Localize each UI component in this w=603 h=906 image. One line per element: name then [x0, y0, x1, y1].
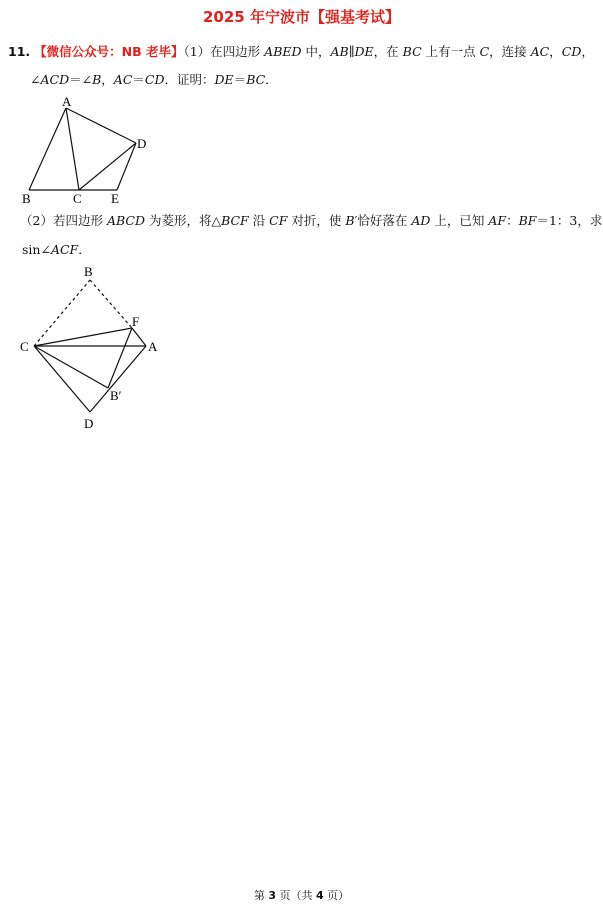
p2-text: ．: [78, 242, 91, 257]
p1-text: ．: [265, 72, 278, 87]
fig1-label-b: B: [22, 191, 31, 206]
p1-seg-ac: AC: [530, 44, 550, 59]
p2-text: 上，已知: [430, 213, 489, 228]
problem-part2-line-2: [22, 242, 91, 258]
p1-text: ，: [581, 44, 594, 59]
fig2-label-bprime: B′: [110, 388, 122, 403]
p1-parallel: AB∥DE: [330, 44, 374, 59]
p2-text: ：: [506, 213, 519, 228]
footer-text: 第: [253, 889, 269, 902]
p1-text: 上有一点: [421, 44, 480, 59]
page-header-title: 2025 年宁波市【强基考试】: [203, 8, 400, 26]
fig2-label-b: B: [84, 264, 93, 279]
p2-text: （2）若四边形: [20, 213, 107, 228]
footer-page-number: 3: [268, 889, 276, 902]
p2-seg-af: AF: [488, 213, 507, 228]
figure-2-rhombus: [14, 260, 174, 435]
fig1-label-a: A: [62, 94, 72, 109]
p1-quad: ABED: [264, 44, 302, 59]
p2-text: 对折，使: [287, 213, 346, 228]
p1-seg-bc: BC: [246, 72, 266, 87]
page-footer: [0, 887, 603, 903]
p2-quad: ABCD: [106, 213, 145, 228]
p1-text: ＝: [132, 72, 145, 87]
fig1-label-d: D: [137, 136, 147, 151]
p1-seg-cd: CD: [144, 72, 165, 87]
footer-total-pages: 4: [316, 889, 324, 902]
p1-text: ．证明：: [164, 72, 215, 87]
p2-text: ＝1：3，求: [536, 213, 603, 228]
problem-line-1: [8, 44, 594, 60]
footer-text: 页（共: [276, 889, 316, 902]
p2-seg-bf: BF: [518, 213, 537, 228]
p2-point-bprime: B′: [345, 213, 358, 228]
p2-text: 为菱形，将△: [144, 213, 222, 228]
p1-seg-cd: CD: [561, 44, 582, 59]
p2-angle-acf: ACF: [50, 242, 79, 257]
p1-angle-acd: ∠ACD: [30, 72, 70, 87]
p1-text: （1）在四边形: [183, 44, 265, 59]
p2-text: sin∠: [22, 242, 51, 257]
p1-text: ，: [549, 44, 562, 59]
problem-line-2: [30, 72, 278, 88]
p2-seg-ad: AD: [411, 213, 431, 228]
p1-seg-de: DE: [214, 72, 234, 87]
p1-angle-b: ∠B: [81, 72, 102, 87]
source-tag: 【微信公众号：NB 老毕】: [34, 44, 184, 59]
fig2-label-f: F: [132, 314, 140, 329]
p1-text: ，在: [373, 44, 403, 59]
p2-text: 沿: [248, 213, 270, 228]
p1-text: ＝: [233, 72, 247, 87]
question-number: 11.: [8, 44, 31, 59]
fig2-label-a: A: [148, 339, 158, 354]
p1-text: ，: [101, 72, 114, 87]
p1-point-c: C: [479, 44, 490, 59]
fig2-label-c: C: [20, 339, 29, 354]
footer-text: 页）: [323, 889, 350, 902]
p1-text: ，连接: [489, 44, 531, 59]
problem-part2-line-1: [20, 213, 602, 229]
p2-text: 恰好落在: [357, 213, 412, 228]
p1-text: 中，: [301, 44, 331, 59]
fig1-label-c: C: [73, 191, 82, 206]
p1-text: ＝: [69, 72, 82, 87]
figure-1-quadrilateral: [14, 92, 164, 212]
p1-seg-bc: BC: [402, 44, 422, 59]
fig1-label-e: E: [111, 191, 119, 206]
p2-triangle: BCF: [221, 213, 249, 228]
fig2-label-d: D: [84, 416, 94, 431]
p2-seg-cf: CF: [269, 213, 288, 228]
p1-seg-ac: AC: [113, 72, 133, 87]
